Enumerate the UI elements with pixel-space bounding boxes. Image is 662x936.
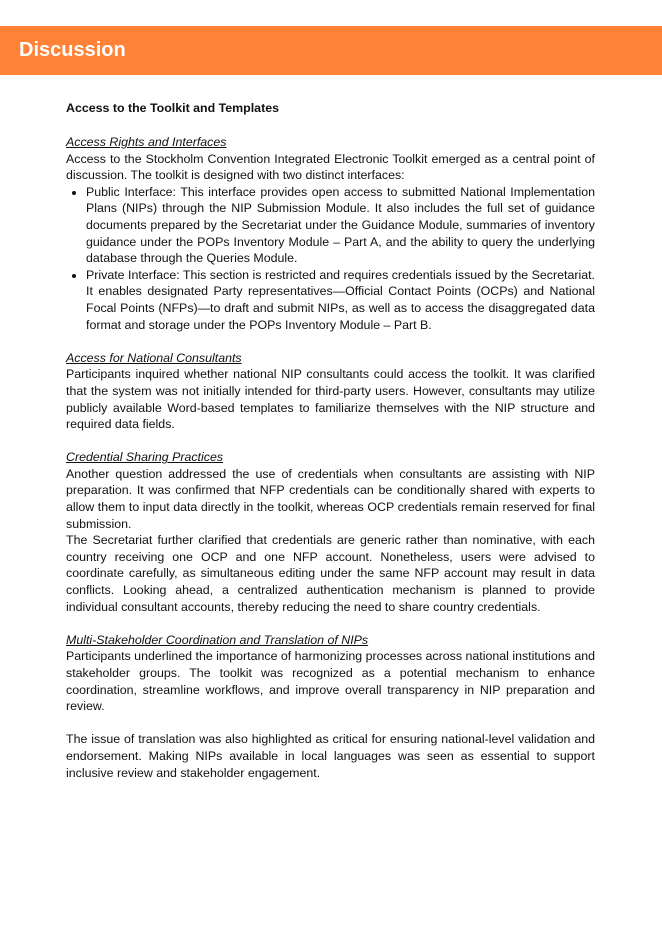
paragraph: The Secretariat further clarified that credentials are generic rather than nominative, with each country receiving one OCP and one NFP account. Nonetheless, users were advised to coordinate carefully, as simultaneous editing under the same NFP account may result in data conflicts. Looking ahead, a centralized authentication mechanism is planned to provide individual consultant accounts, thereby reducing the need to share country credentials. (66, 533, 595, 614)
paragraph: Access to the Stockholm Convention Integrated Electronic Toolkit emerged as a central point of discussion. The toolkit is designed with two distinct interfaces: (66, 151, 595, 183)
document-body (66, 99, 595, 781)
list-item: • Public Interface: This interface provides open access to submitted National Implementation Plans (NIPs) through the NIP Submission Module. It also includes the full set of guidance documents prepared by the Secretariat under the Guidance Module, summaries of inventory guidance under the POPs Inventory Module – Part A, and the ability to query the underlying database through the Queries Module. (86, 184, 595, 267)
subsection-heading: Access Rights and Interfaces (66, 135, 227, 149)
list-item: • Private Interface: This section is restricted and requires credentials issued by the Secretariat. It enables designated Party representatives—Official Contact Points (OCPs) and National Focal Points (NFPs)—to draft and submit NIPs, as well as to access the disaggregated data format and storage under the POPs Inventory Module – Part B. (86, 267, 595, 333)
section-title: Access to the Toolkit and Templates (66, 101, 279, 115)
subsection-heading: Credential Sharing Practices (66, 450, 224, 465)
paragraph: Participants inquired whether national NIP consultants could access the toolkit. It was clarified that the system was not initially intended for third-party users. However, consultants may utilize publicly available Word-based templates to familiarize themselves with the NIP structure and required data fields. (66, 367, 595, 432)
section-national-consultants (66, 350, 595, 433)
paragraph: Another question addressed the use of credentials when consultants are assisting with NIP preparation. It was confirmed that NFP credentials can be conditionally shared with experts to allow them to input data directly in the toolkit, whereas OCP credentials remain reserved for final submission. (66, 466, 595, 531)
paragraph: Participants underlined the importance of harmonizing processes across national institutions and stakeholder groups. The toolkit was recognized as a potential mechanism to enhance coordination, streamline workflows, and improve overall transparency in NIP preparation and review. (66, 649, 595, 714)
section-access-rights (66, 134, 595, 333)
subsection-heading: Access for National Consultants (66, 350, 242, 365)
header-banner (0, 26, 662, 75)
bullet-list (66, 184, 595, 333)
paragraph: The issue of translation was also highlighted as critical for ensuring national-level validation and endorsement. Making NIPs available in local languages was seen as essential to support inclusive review and stakeholder engagement. (66, 732, 595, 780)
section-credential-sharing (66, 449, 595, 615)
subsection-heading: Multi-Stakeholder Coordination and Translation of NIPs (66, 632, 369, 647)
section-coordination-translation (66, 632, 595, 781)
page-title: Discussion (19, 39, 126, 61)
